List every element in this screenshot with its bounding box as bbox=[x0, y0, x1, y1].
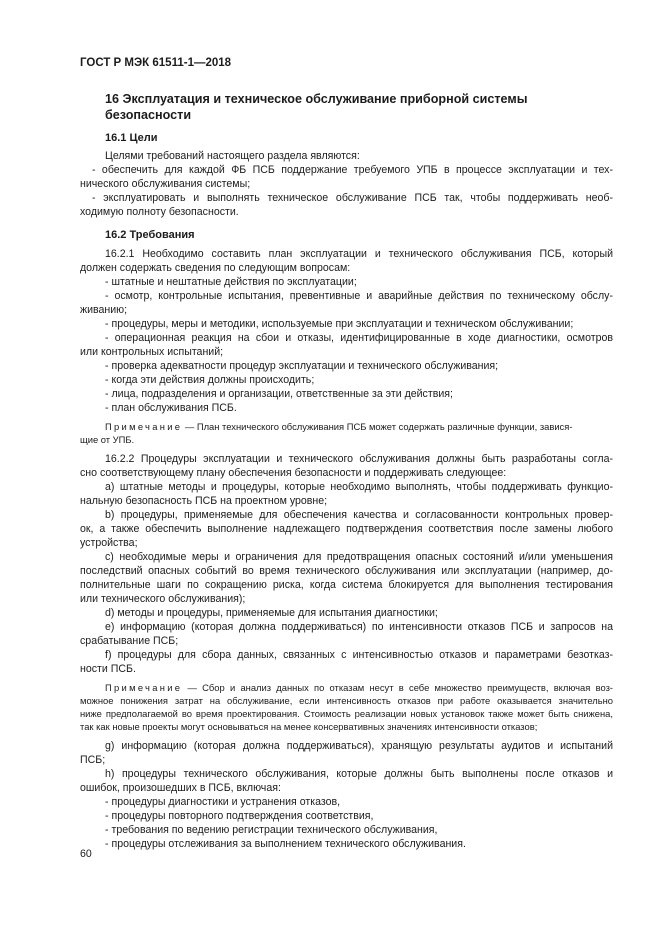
list-item: е) информацию (которая должна поддерживаться) по интенсивности отказов ПСБ и запросов на bbox=[105, 621, 613, 633]
list-item: - процедуры диагностики и устранения отказов, bbox=[105, 796, 341, 808]
paragraph-line: должен содержать сведения по следующим вопросам: bbox=[80, 262, 351, 274]
list-item-cont: или контрольных испытаний; bbox=[80, 346, 224, 358]
subsection-16-2-heading: 16.2 Требования bbox=[105, 229, 195, 241]
list-item-cont: или технического обслуживания); bbox=[80, 593, 246, 605]
list-item-cont: ошибок, произошедших в ПСБ, включая: bbox=[80, 782, 281, 794]
note-1-cont: щие от УПБ. bbox=[80, 434, 135, 445]
list-item: с) необходимые меры и ограничения для предотвращения опасных состояний и/или уменьшения bbox=[105, 551, 613, 563]
list-item-cont: живанию; bbox=[80, 304, 128, 316]
list-item: - процедуры, меры и методики, используемые при эксплуатации и техническом обслуживании; bbox=[105, 318, 574, 330]
list-item-cont: устройства; bbox=[80, 537, 138, 549]
paragraph-line: сно соответствующему плану обеспечения безопасности и поддерживать следующее: bbox=[80, 467, 507, 479]
list-item: а) штатные методы и процедуры, которые необходимо выполнять, чтобы поддерживать функцио- bbox=[105, 481, 613, 493]
list-item: f) процедуры для сбора данных, связанных с интенсивностью отказов и параметрами безотказ- bbox=[105, 649, 613, 661]
list-item-cont: ок, а также обеспечить выполнение надлежащего подтверждения соответствия после замены любого bbox=[80, 523, 613, 535]
list-item: - штатные и нештатные действия по эксплуатации; bbox=[105, 276, 357, 288]
note-2-cont: ниже предполагаемой во время проектирования. Стоимость реализации новых установок также может быть снижена, bbox=[80, 708, 613, 719]
document-code-header: ГОСТ Р МЭК 61511-1—2018 bbox=[80, 57, 232, 69]
list-item-cont: последствий опасных событий во время технического обслуживания или эксплуатации (например, до- bbox=[80, 565, 613, 577]
list-item-cont: срабатывание ПСБ; bbox=[80, 635, 179, 647]
list-item-cont: нальную безопасность ПСБ на проектном уровне; bbox=[80, 495, 328, 507]
paragraph-line: 16.2.2 Процедуры эксплуатации и технического обслуживания должны быть разработаны согла- bbox=[105, 453, 613, 465]
list-item-cont: ности ПСБ. bbox=[80, 663, 136, 675]
list-item: - когда эти действия должны происходить; bbox=[105, 374, 315, 386]
list-item: - процедуры повторного подтверждения соответствия, bbox=[105, 810, 374, 822]
paragraph-line: - обеспечить для каждой ФБ ПСБ поддержание требуемого УПБ в процессе эксплуатации и тех- bbox=[92, 164, 613, 176]
note-text: — План технического обслуживания ПСБ может содержать различные функции, завися- bbox=[182, 421, 573, 432]
list-item: - операционная реакция на сбои и отказы, идентифицированные в ходе диагностики, осмотров bbox=[105, 332, 613, 344]
list-item: - лица, подразделения и организации, ответственные за эти действия; bbox=[105, 388, 453, 400]
list-item: - проверка адекватности процедур эксплуатации и технического обслуживания; bbox=[105, 360, 499, 372]
list-item-cont: ПСБ; bbox=[80, 754, 106, 766]
note-1 bbox=[105, 421, 572, 433]
paragraph-line: ходимую полноту безопасности. bbox=[80, 206, 239, 218]
list-item: g) информацию (которая должна поддерживаться), хранящую результаты аудитов и испытаний bbox=[105, 740, 613, 752]
note-label: Примечание bbox=[105, 682, 183, 693]
note-text: — Сбор и анализ данных по отказам несут в себе множество преимуществ, включая воз- bbox=[182, 682, 613, 693]
list-item: h) процедуры технического обслуживания, которые должны быть выполнены после отказов и bbox=[105, 768, 613, 780]
section-16-title: 16 Эксплуатация и техническое обслуживание приборной системы bbox=[105, 92, 528, 106]
list-item: d) методы и процедуры, применяемые для испытания диагностики; bbox=[105, 607, 438, 619]
paragraph-line: Целями требований настоящего раздела являются: bbox=[105, 150, 360, 162]
list-item: - осмотр, контрольные испытания, превентивные и аварийные действия по техническому обслу- bbox=[105, 290, 613, 302]
list-item: - требования по ведению регистрации технического обслуживания, bbox=[105, 824, 438, 836]
note-2-cont: можное понижения затрат на обслуживание, если интенсивность отказов при работе оказывается значительно bbox=[80, 695, 613, 706]
paragraph-line: - эксплуатировать и выполнять техническое обслуживание ПСБ так, чтобы поддерживать необ- bbox=[92, 192, 613, 204]
page-number: 60 bbox=[80, 848, 92, 860]
note-label: Примечание bbox=[105, 421, 183, 432]
note-2 bbox=[80, 682, 613, 694]
paragraph-line: нического обслуживания системы; bbox=[80, 178, 251, 190]
paragraph-line: 16.2.1 Необходимо составить план эксплуатации и технического обслуживания ПСБ, который bbox=[105, 248, 613, 260]
list-item: - процедуры отслеживания за выполнением технического обслуживания. bbox=[105, 838, 466, 850]
list-item: b) процедуры, применяемые для обеспечения качества и согласованности контрольных провер- bbox=[105, 509, 613, 521]
subsection-16-1-heading: 16.1 Цели bbox=[105, 132, 158, 144]
list-item-cont: полнительные шаги по сокращению риска, когда система блокируется для выполнения тестирования bbox=[80, 579, 613, 591]
section-16-title-cont: безопасности bbox=[105, 108, 192, 122]
note-2-cont: так как новые проекты могут основываться на менее консервативных значениях интенсивности отказов; bbox=[80, 721, 538, 732]
list-item: - план обслуживания ПСБ. bbox=[105, 402, 237, 414]
